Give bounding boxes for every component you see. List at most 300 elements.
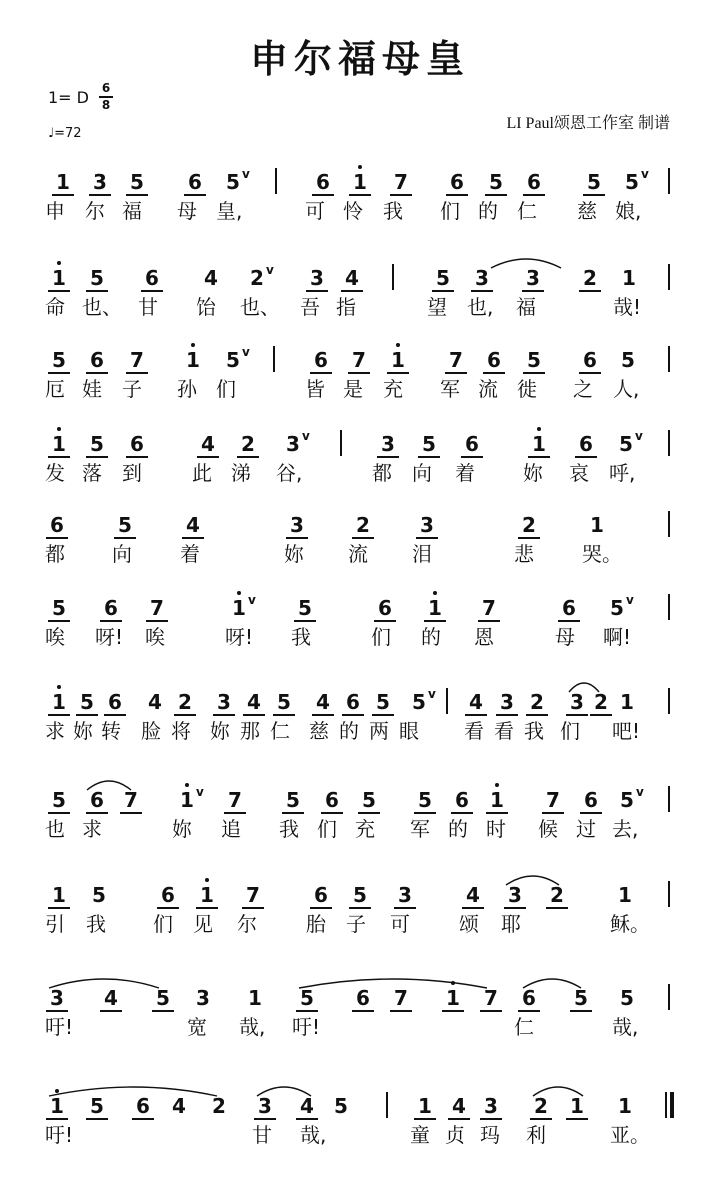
note: 5 (90, 266, 104, 290)
lyric-syllable: 福 (122, 199, 142, 223)
note: 7 (352, 348, 366, 372)
lyric-syllable: 充 (355, 817, 375, 841)
final-bar-line-thick (670, 1092, 674, 1118)
underline-beam (542, 812, 564, 814)
lyric-syllable: 皆 (305, 377, 325, 401)
note: 1 (50, 1094, 64, 1118)
underline-beam (518, 1010, 540, 1012)
note: 4 (148, 690, 162, 714)
note: 6 (90, 348, 104, 372)
note: 2 (250, 266, 264, 290)
lyric-syllable: 颂 (459, 912, 479, 936)
underline-beam (182, 537, 204, 539)
final-bar-line (665, 1092, 667, 1118)
lyric-syllable: 也 (45, 817, 65, 841)
lyric-syllable: 哭。 (582, 542, 622, 566)
underline-beam (442, 1010, 464, 1012)
note: 6 (455, 788, 469, 812)
note: 5 (52, 788, 66, 812)
note: 5 (422, 432, 436, 456)
underline-beam (141, 290, 163, 292)
lyric-syllable: 宽 (187, 1015, 207, 1039)
lyric-syllable: 向 (412, 461, 432, 485)
note: 6 (314, 883, 328, 907)
underline-beam (48, 456, 70, 458)
lyric-syllable: 皇, (216, 199, 243, 223)
lyric-syllable: 童 (410, 1123, 430, 1147)
note: 6 (584, 788, 598, 812)
bar-line (668, 984, 670, 1010)
lyric-syllable: 哉, (300, 1123, 327, 1147)
note: 1 (570, 1094, 584, 1118)
breath-mark: v (626, 593, 634, 607)
underline-beam (348, 372, 370, 374)
note: 5 (376, 690, 390, 714)
underline-beam (286, 537, 308, 539)
note: 5 (300, 986, 314, 1010)
underline-beam (414, 1118, 436, 1120)
underline-beam (86, 1118, 108, 1120)
note: 7 (394, 986, 408, 1010)
note: 6 (108, 690, 122, 714)
tie-slur (48, 1082, 218, 1098)
underline-beam (46, 1118, 68, 1120)
note: 6 (450, 170, 464, 194)
note: 1 (532, 432, 546, 456)
lyric-syllable: 将 (171, 719, 191, 743)
lyric-syllable: 唉 (45, 625, 65, 649)
underline-beam (126, 372, 148, 374)
note: 7 (150, 596, 164, 620)
bar-line (446, 688, 448, 714)
note: 4 (201, 432, 215, 456)
lyric-syllable: 望 (427, 295, 447, 319)
lyric-syllable: 我 (86, 912, 106, 936)
underline-beam (462, 907, 484, 909)
note: 3 (526, 266, 540, 290)
lyric-syllable: 涕 (231, 461, 251, 485)
underline-beam (414, 812, 436, 814)
time-signature-bottom: 8 (101, 97, 111, 112)
note: 7 (130, 348, 144, 372)
note: 5 (80, 690, 94, 714)
underline-beam (523, 372, 545, 374)
note: 5 (52, 596, 66, 620)
underline-beam (480, 1118, 502, 1120)
note: 5 (92, 883, 106, 907)
note: 5 (52, 348, 66, 372)
tie-slur (532, 1082, 584, 1098)
note: 5 (625, 170, 639, 194)
lyric-syllable: 甘 (138, 295, 158, 319)
lyric-syllable: 呀! (225, 625, 254, 649)
note: 5 (286, 788, 300, 812)
lyric-syllable: 时 (486, 817, 506, 841)
underline-beam (416, 537, 438, 539)
underline-beam (486, 812, 508, 814)
high-octave-dot (358, 165, 362, 169)
breath-mark: v (242, 167, 250, 181)
underline-beam (342, 714, 364, 716)
note: 1 (52, 690, 66, 714)
breath-mark: v (242, 345, 250, 359)
underline-beam (522, 290, 544, 292)
lyric-syllable: 母 (177, 199, 197, 223)
underline-beam (445, 372, 467, 374)
note: 4 (300, 1094, 314, 1118)
lyric-syllable: 看 (494, 719, 514, 743)
note: 3 (290, 513, 304, 537)
lyric-syllable: 指 (336, 295, 356, 319)
underline-beam (296, 1010, 318, 1012)
note: 6 (325, 788, 339, 812)
lyric-syllable: 吁! (45, 1015, 74, 1039)
lyric-syllable: 的 (421, 625, 441, 649)
underline-beam (485, 194, 507, 196)
note: 5 (418, 788, 432, 812)
lyric-syllable: 转 (101, 719, 121, 743)
breath-mark: v (248, 593, 256, 607)
lyric-syllable: 慈 (577, 199, 597, 223)
underline-beam (46, 1010, 68, 1012)
underline-beam (446, 194, 468, 196)
underline-beam (310, 907, 332, 909)
note: 5 (610, 596, 624, 620)
underline-beam (526, 714, 548, 716)
underline-beam (518, 537, 540, 539)
underline-beam (242, 907, 264, 909)
lyric-syllable: 谷, (276, 461, 303, 485)
lyric-syllable: 申 (45, 199, 65, 223)
note: 5 (621, 348, 635, 372)
high-octave-dot (433, 591, 437, 595)
breath-mark: v (196, 785, 204, 799)
lyric-syllable: 母 (555, 625, 575, 649)
underline-beam (86, 372, 108, 374)
high-octave-dot (495, 783, 499, 787)
underline-beam (579, 290, 601, 292)
lyric-syllable: 那 (240, 719, 260, 743)
lyric-syllable: 军 (410, 817, 430, 841)
note: 1 (391, 348, 405, 372)
note: 3 (93, 170, 107, 194)
lyric-syllable: 仁 (514, 1015, 534, 1039)
note: 6 (50, 513, 64, 537)
lyric-syllable: 慈 (309, 719, 329, 743)
tie-slur (48, 974, 160, 990)
lyric-syllable: 人, (613, 377, 640, 401)
lyric-syllable: 妳 (523, 461, 543, 485)
note: 1 (353, 170, 367, 194)
underline-beam (52, 194, 74, 196)
note: 4 (172, 1094, 186, 1118)
note: 6 (130, 432, 144, 456)
note: 4 (316, 690, 330, 714)
note: 7 (449, 348, 463, 372)
underline-beam (483, 372, 505, 374)
lyric-syllable: 唉 (145, 625, 165, 649)
lyric-syllable: 看 (464, 719, 484, 743)
note: 4 (345, 266, 359, 290)
lyric-syllable: 此 (192, 461, 212, 485)
bar-line (340, 430, 342, 456)
note: 6 (583, 348, 597, 372)
note: 5 (587, 170, 601, 194)
lyric-syllable: 过 (576, 817, 596, 841)
lyric-syllable: 求 (82, 817, 102, 841)
note: 1 (620, 690, 634, 714)
underline-beam (48, 714, 70, 716)
high-octave-dot (537, 427, 541, 431)
underline-beam (224, 812, 246, 814)
underline-beam (528, 456, 550, 458)
underline-beam (157, 907, 179, 909)
lyric-syllable: 去, (612, 817, 639, 841)
note: 2 (522, 513, 536, 537)
underline-beam (273, 714, 295, 716)
underline-beam (146, 620, 168, 622)
note: 2 (594, 690, 608, 714)
note: 2 (534, 1094, 548, 1118)
note: 5 (130, 170, 144, 194)
underline-beam (282, 812, 304, 814)
underline-beam (579, 372, 601, 374)
note: 5 (436, 266, 450, 290)
underline-beam (451, 812, 473, 814)
underline-beam (310, 372, 332, 374)
note: 7 (484, 986, 498, 1010)
page-title: 申尔福母皇 (249, 37, 470, 81)
underline-beam (296, 1118, 318, 1120)
note: 1 (248, 986, 262, 1010)
underline-beam (448, 1118, 470, 1120)
underline-beam (48, 620, 70, 622)
lyric-syllable: 仁 (270, 719, 290, 743)
lyric-syllable: 的 (448, 817, 468, 841)
note: 2 (212, 1094, 226, 1118)
underline-beam (374, 620, 396, 622)
lyric-syllable: 军 (440, 377, 460, 401)
note: 6 (90, 788, 104, 812)
note: 2 (241, 432, 255, 456)
underline-beam (523, 194, 545, 196)
note: 7 (246, 883, 260, 907)
lyric-syllable: 两 (369, 719, 389, 743)
lyric-syllable: 可 (305, 199, 325, 223)
tempo-marking: ♩=72 (48, 126, 82, 141)
note: 1 (428, 596, 442, 620)
note: 1 (52, 883, 66, 907)
lyric-syllable: 我 (291, 625, 311, 649)
lyric-syllable: 怜 (343, 199, 363, 223)
tie-slur (298, 974, 488, 990)
note: 6 (314, 348, 328, 372)
underline-beam (583, 194, 605, 196)
lyric-syllable: 我 (279, 817, 299, 841)
lyric-syllable: 们 (371, 625, 391, 649)
note: 5 (90, 432, 104, 456)
tie-slur (256, 1082, 312, 1098)
underline-beam (349, 907, 371, 909)
note: 6 (188, 170, 202, 194)
note: 6 (346, 690, 360, 714)
underline-beam (432, 290, 454, 292)
underline-beam (132, 1118, 154, 1120)
note: 5 (90, 1094, 104, 1118)
underline-beam (358, 812, 380, 814)
lyric-syllable: 向 (112, 542, 132, 566)
underline-beam (478, 620, 500, 622)
lyric-syllable: 泪 (412, 542, 432, 566)
lyric-syllable: 尔 (237, 912, 257, 936)
note: 1 (56, 170, 70, 194)
lyric-syllable: 悲 (514, 542, 534, 566)
note: 4 (204, 266, 218, 290)
lyric-syllable: 发 (45, 461, 65, 485)
note: 7 (228, 788, 242, 812)
lyric-syllable: 们 (153, 912, 173, 936)
note: 1 (186, 348, 200, 372)
lyric-syllable: 着 (455, 461, 475, 485)
lyric-syllable: 哉, (612, 1015, 639, 1039)
lyric-syllable: 们 (440, 199, 460, 223)
note: 5 (226, 170, 240, 194)
note: 6 (378, 596, 392, 620)
bar-line (668, 688, 670, 714)
lyric-syllable: 流 (348, 542, 368, 566)
lyric-syllable: 饴 (196, 295, 216, 319)
lyric-syllable: 充 (383, 377, 403, 401)
note: 6 (522, 986, 536, 1010)
note: 1 (622, 266, 636, 290)
note: 1 (418, 1094, 432, 1118)
underline-beam (184, 194, 206, 196)
underline-beam (418, 456, 440, 458)
underline-beam (590, 714, 612, 716)
underline-beam (46, 537, 68, 539)
underline-beam (48, 812, 70, 814)
underline-beam (465, 714, 487, 716)
underline-beam (89, 194, 111, 196)
note: 3 (258, 1094, 272, 1118)
note: 1 (618, 883, 632, 907)
note: 5 (620, 788, 634, 812)
lyric-syllable: 哉! (613, 295, 642, 319)
high-octave-dot (185, 783, 189, 787)
high-octave-dot (205, 878, 209, 882)
lyric-syllable: 吁! (45, 1123, 74, 1147)
underline-beam (530, 1118, 552, 1120)
note: 1 (590, 513, 604, 537)
lyric-syllable: 也, (467, 295, 494, 319)
underline-beam (341, 290, 363, 292)
underline-beam (349, 194, 371, 196)
breath-mark: v (636, 785, 644, 799)
note: 3 (420, 513, 434, 537)
breath-mark: v (428, 687, 436, 701)
lyric-syllable: 们 (560, 719, 580, 743)
lyric-syllable: 着 (180, 542, 200, 566)
note: 6 (356, 986, 370, 1010)
underline-beam (76, 714, 98, 716)
note: 1 (618, 1094, 632, 1118)
high-octave-dot (237, 591, 241, 595)
bar-line (668, 264, 670, 290)
lyric-syllable: 哉, (239, 1015, 266, 1039)
note: 5 (489, 170, 503, 194)
lyric-syllable: 子 (346, 912, 366, 936)
tie-slur (490, 254, 562, 270)
underline-beam (152, 1010, 174, 1012)
lyric-syllable: 呼, (609, 461, 636, 485)
note: 2 (550, 883, 564, 907)
note: 4 (452, 1094, 466, 1118)
lyric-syllable: 都 (45, 542, 65, 566)
credit-line: LI Paul颂恩工作室 制谱 (506, 115, 670, 132)
high-octave-dot (57, 427, 61, 431)
bar-line (668, 881, 670, 907)
note: 1 (180, 788, 194, 812)
note: 5 (527, 348, 541, 372)
note: 1 (200, 883, 214, 907)
lyric-syllable: 引 (45, 912, 65, 936)
underline-beam (306, 290, 328, 292)
lyric-syllable: 妳 (284, 542, 304, 566)
underline-beam (352, 537, 374, 539)
lyric-syllable: 之 (573, 377, 593, 401)
note: 6 (316, 170, 330, 194)
lyric-syllable: 到 (122, 461, 142, 485)
note: 2 (530, 690, 544, 714)
underline-beam (496, 714, 518, 716)
bar-line (668, 346, 670, 372)
underline-beam (48, 907, 70, 909)
note: 6 (465, 432, 479, 456)
lyric-syllable: 徙 (517, 377, 537, 401)
tie-slur (505, 871, 560, 887)
note: 5 (619, 432, 633, 456)
lyric-syllable: 甘 (252, 1123, 272, 1147)
note: 3 (50, 986, 64, 1010)
note: 7 (394, 170, 408, 194)
underline-beam (312, 714, 334, 716)
time-signature (99, 82, 113, 112)
underline-beam (48, 290, 70, 292)
note: 1 (232, 596, 246, 620)
lyric-syllable: 们 (317, 817, 337, 841)
note: 1 (490, 788, 504, 812)
lyric-syllable: 见 (193, 912, 213, 936)
key-signature: 1= D (48, 88, 89, 107)
underline-beam (566, 1118, 588, 1120)
lyric-syllable: 仁 (517, 199, 537, 223)
note: 6 (136, 1094, 150, 1118)
note: 7 (546, 788, 560, 812)
underline-beam (461, 456, 483, 458)
lyric-syllable: 落 (82, 461, 102, 485)
underline-beam (321, 812, 343, 814)
lyric-syllable: 吧! (612, 719, 641, 743)
note: 6 (579, 432, 593, 456)
note: 3 (500, 690, 514, 714)
underline-beam (566, 714, 588, 716)
note: 7 (482, 596, 496, 620)
lyric-syllable: 命 (45, 295, 65, 319)
underline-beam (372, 714, 394, 716)
lyric-syllable: 孙 (177, 377, 197, 401)
lyric-syllable: 尔 (85, 199, 105, 223)
underline-beam (196, 907, 218, 909)
